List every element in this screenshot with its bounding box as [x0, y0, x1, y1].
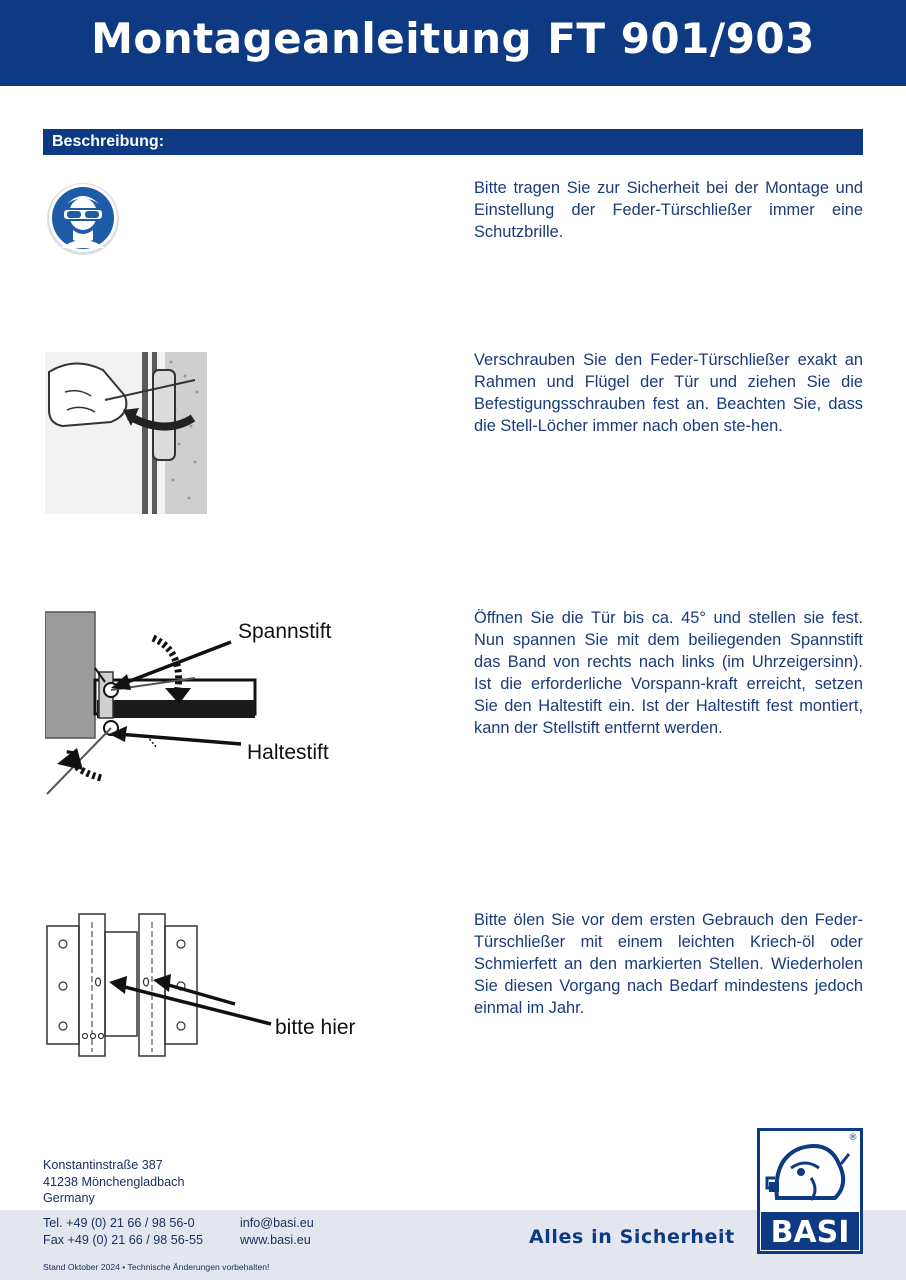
logo-registered-mark: ®: [848, 1133, 858, 1143]
section-title: Beschreibung:: [52, 133, 165, 150]
basi-logo-icon: [757, 1128, 863, 1254]
address-street: Konstantinstraße 387: [43, 1158, 163, 1172]
phone-block: [43, 1215, 203, 1248]
lubrication-figure: [45, 912, 275, 1062]
callout-haltestift: Haltestift: [247, 741, 329, 764]
website-link[interactable]: www.basi.eu: [240, 1232, 311, 1247]
page-title: Montageanleitung FT 901/903: [91, 14, 815, 63]
email-link[interactable]: info@basi.eu: [240, 1216, 314, 1230]
safety-goggles-icon: [45, 180, 121, 258]
phone-number: Tel. +49 (0) 21 66 / 98 56-0: [43, 1216, 195, 1230]
callout-spannstift: Spannstift: [238, 620, 332, 643]
slogan: Alles in Sicherheit: [529, 1226, 735, 1248]
address-city: 41238 Mönchengladbach: [43, 1174, 185, 1189]
online-block: [240, 1215, 314, 1248]
section-bar: [43, 129, 863, 155]
stand-note: Stand Oktober 2024 • Technische Änderungen vorbehalten!: [43, 1262, 270, 1272]
screw-hinge-figure: [45, 352, 207, 514]
address-block: [43, 1157, 184, 1207]
callout-bitte-hier: bitte hier: [275, 1016, 356, 1039]
step-2-text: Verschrauben Sie den Feder-Türschließer exakt an Rahmen und Flügel der Tür und ziehen Sie die Befestigungsschrauben fest an. Beachten Sie, dass die Stell-Löcher immer nach oben ste-hen.: [474, 351, 863, 435]
logo-wordmark: BASI: [770, 1215, 850, 1250]
fax-number: Fax +49 (0) 21 66 / 98 56-55: [43, 1232, 203, 1247]
step-4-text: Bitte ölen Sie vor dem ersten Gebrauch den Feder-Türschließer mit einem leichten Kriech-öl oder Schmierfett an den markierten Stellen. Wiederholen Sie diesen Vorgang nach Bedarf mindestens jedoch einmal im Jahr.: [474, 911, 863, 1017]
step-3-text: Öffnen Sie die Tür bis ca. 45° und stellen sie fest. Nun spannen Sie mit dem beiliegenden Spannstift das Band von rechts nach links (im Uhrzeigersinn). Ist die erforderliche Vorspann-kraft erreicht, setzen Sie den Haltestift ein. Ist der Haltestift fest montiert, kann der Stellstift entfernt werden.: [474, 609, 863, 737]
address-country: Germany: [43, 1191, 95, 1205]
step-1-text: Bitte tragen Sie zur Sicherheit bei der Montage und Einstellung der Feder-Türschließer immer eine Schutzbrille.: [474, 179, 863, 241]
